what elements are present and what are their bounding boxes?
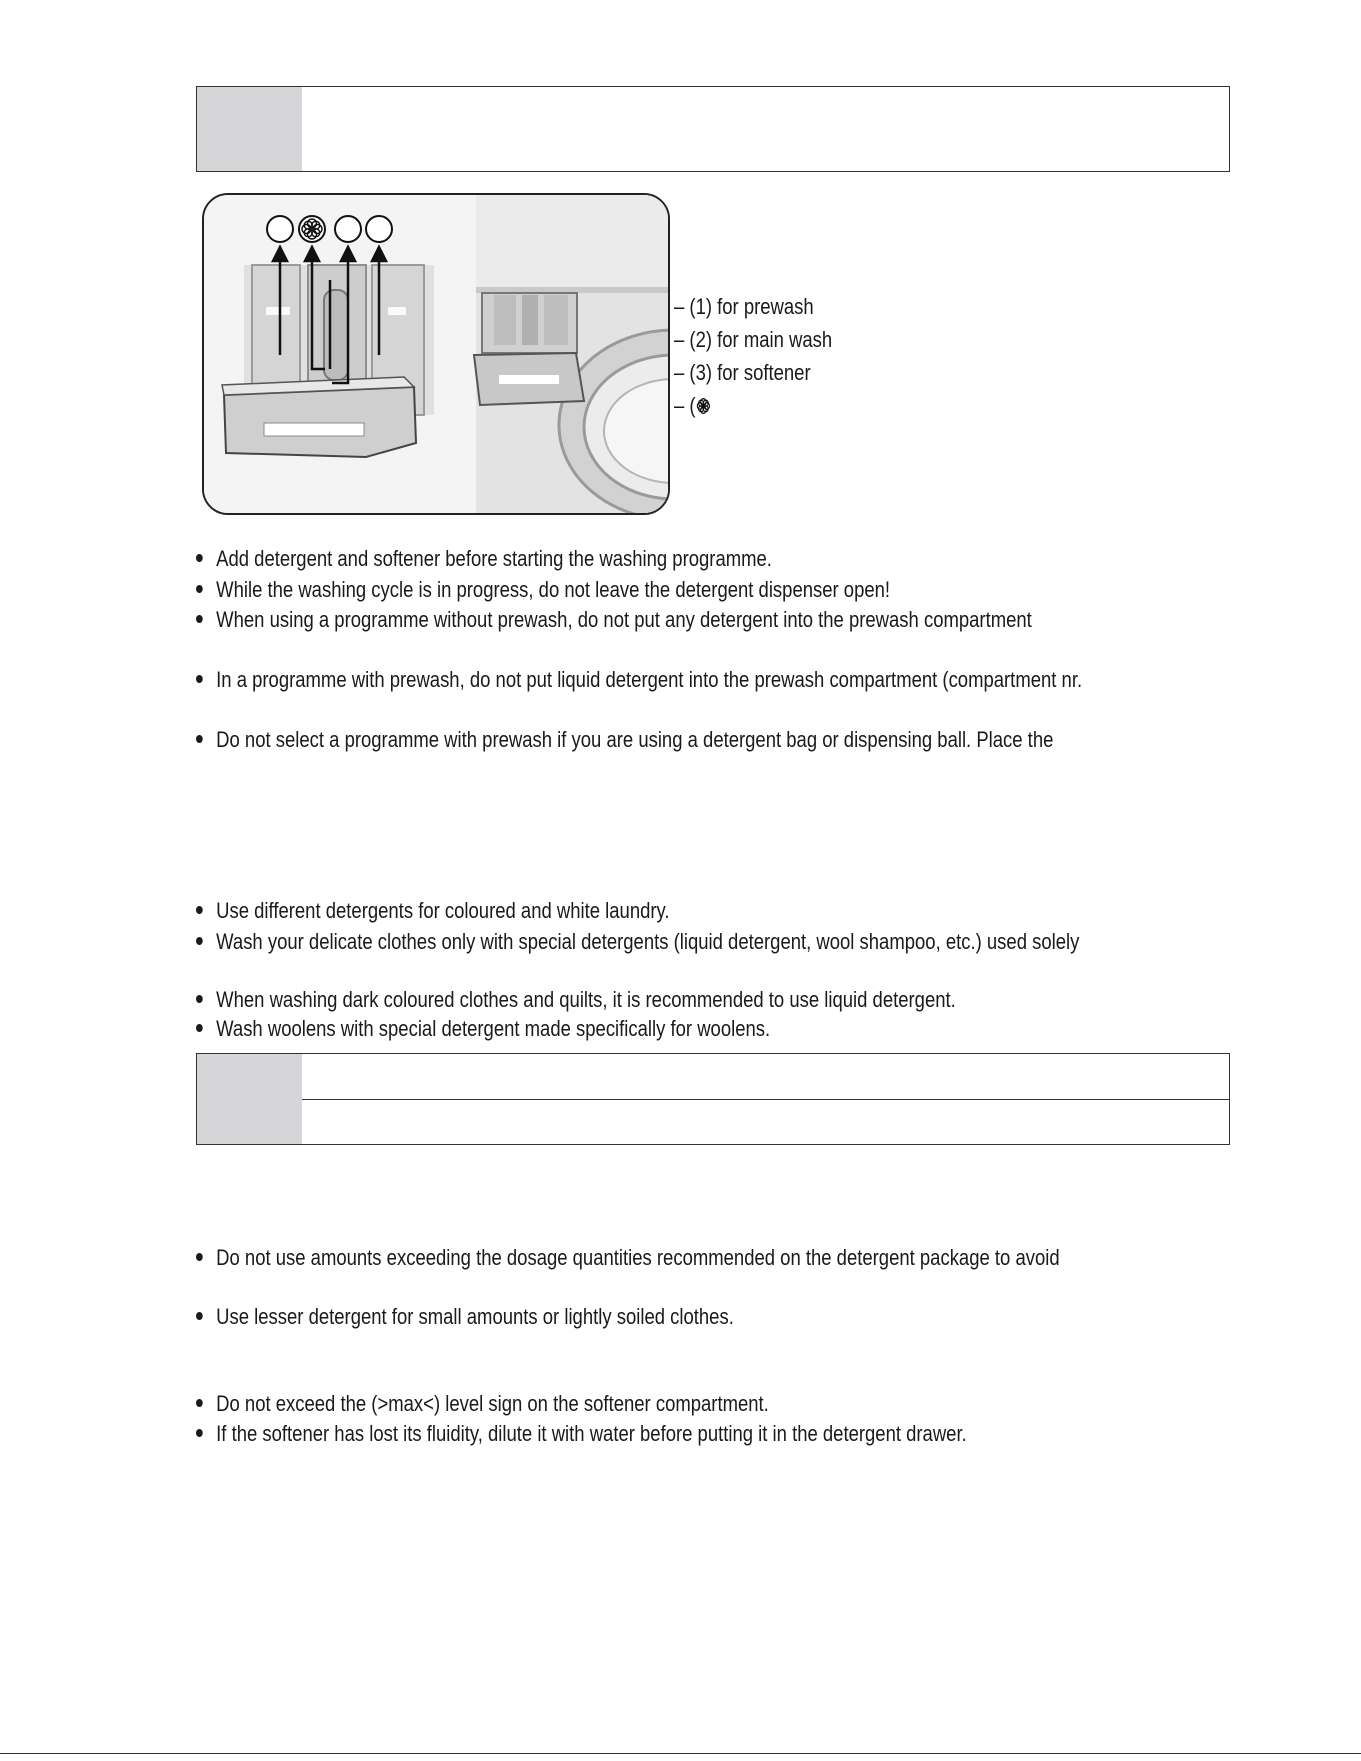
bullet-dot: [196, 735, 203, 743]
list-item: [196, 928, 1079, 956]
list-item-text: Do not use amounts exceeding the dosage quantities recommended on the detergent package to avoid: [216, 1245, 1060, 1270]
bullet-dot: [196, 1024, 203, 1032]
softener-flower-icon: [696, 397, 711, 415]
bullet-dot: [196, 1429, 203, 1437]
header-grey-tab: [197, 87, 302, 171]
notice-box: [196, 1053, 1230, 1145]
list-item: [196, 1015, 770, 1043]
bullet-dot: [196, 585, 203, 593]
bullet-dot: [196, 615, 203, 623]
bullet-dot: [196, 995, 203, 1003]
list-item-text: Do not exceed the (>max<) level sign on the softener compartment.: [216, 1391, 769, 1416]
list-item: [196, 986, 956, 1014]
list-item: [196, 897, 670, 925]
list-item: [196, 666, 1082, 694]
label-flower: [674, 389, 832, 422]
list-item: [196, 1244, 1060, 1272]
list-item: [196, 1303, 734, 1331]
label-softener: – (3) for softener: [674, 360, 811, 385]
list-item-text: Wash woolens with special detergent made specifically for woolens.: [216, 1016, 771, 1041]
dispenser-illustration: [202, 193, 670, 515]
bullet-dot: [196, 906, 203, 914]
notice-grey-tab: [197, 1054, 302, 1144]
compartment-labels: [674, 290, 862, 422]
list-item-text: Wash your delicate clothes only with special detergents (liquid detergent, wool shampoo, etc.) used solely: [216, 929, 1080, 954]
list-item: [196, 576, 890, 604]
bullet-dot: [196, 1253, 203, 1261]
list-item: [196, 1390, 769, 1418]
bullet-dot: [196, 675, 203, 683]
bullet-dot: [196, 937, 203, 945]
list-item-text: Do not select a programme with prewash if you are using a detergent bag or dispensing ball. Place the: [216, 727, 1054, 752]
list-item-text: When using a programme without prewash, do not put any detergent into the prewash compartment: [216, 607, 1032, 632]
list-item-text: If the softener has lost its fluidity, dilute it with water before putting it in the detergent drawer.: [216, 1421, 967, 1446]
list-item: [196, 545, 772, 573]
bullet-dot: [196, 554, 203, 562]
list-item-text: While the washing cycle is in progress, do not leave the detergent dispenser open!: [216, 577, 891, 602]
list-item: [196, 606, 1032, 634]
bullet-dot: [196, 1312, 203, 1320]
list-item-text: Add detergent and softener before starting the washing programme.: [216, 546, 772, 571]
label-flower-text: – (: [674, 393, 696, 418]
bullet-dot: [196, 1399, 203, 1407]
list-item: [196, 1420, 967, 1448]
list-item: [196, 726, 1053, 754]
label-main-wash: – (2) for main wash: [674, 327, 833, 352]
list-item-text: In a programme with prewash, do not put liquid detergent into the prewash compartment (compartment nr.: [216, 667, 1083, 692]
notice-divider: [302, 1099, 1229, 1100]
list-item-text: Use lesser detergent for small amounts or lightly soiled clothes.: [216, 1304, 734, 1329]
list-item-text: When washing dark coloured clothes and quilts, it is recommended to use liquid detergent.: [216, 987, 956, 1012]
section-header-box: [196, 86, 1230, 172]
label-prewash: – (1) for prewash: [674, 294, 814, 319]
page-bottom-rule: [0, 1753, 1361, 1754]
list-item-text: Use different detergents for coloured and white laundry.: [216, 898, 670, 923]
